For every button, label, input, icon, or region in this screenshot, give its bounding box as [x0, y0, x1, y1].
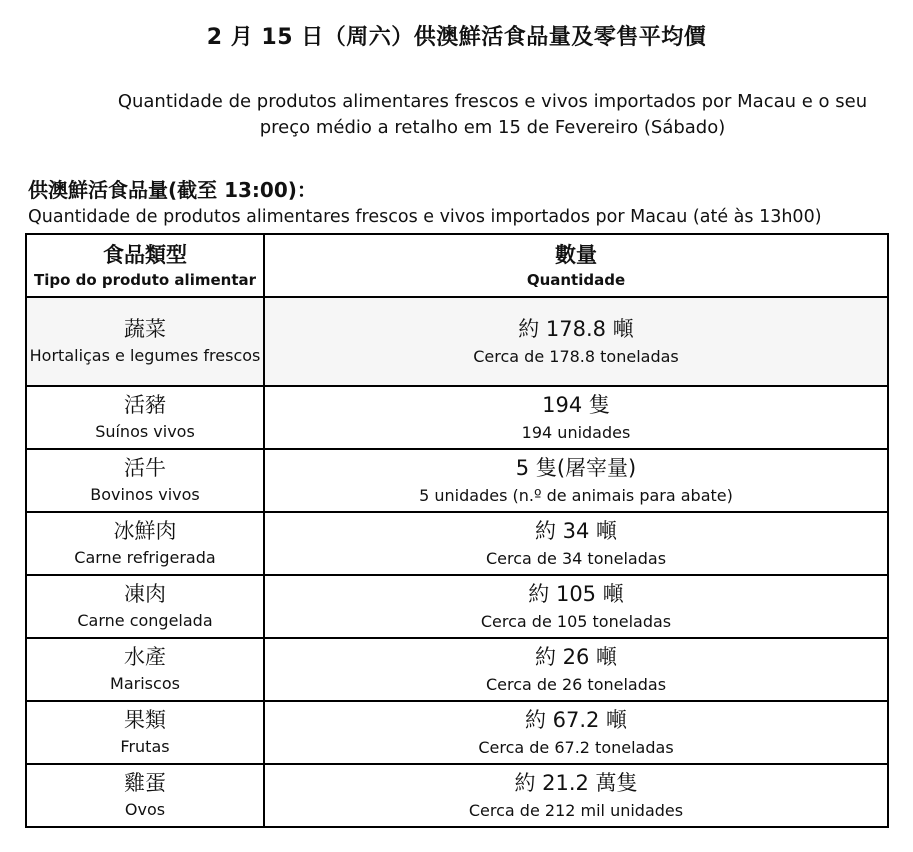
quantity-pt: Cerca de 26 toneladas — [485, 674, 667, 694]
quantity-cell — [264, 297, 888, 386]
quantity-cell — [264, 512, 888, 575]
product-name-zh: 活豬 — [124, 392, 166, 417]
table-row — [26, 297, 888, 386]
product-name-zh: 蔬菜 — [124, 316, 166, 341]
product-name-zh: 活牛 — [124, 455, 166, 480]
column-header-type-pt: Tipo do produto alimentar — [33, 270, 257, 289]
quantity-zh: 194 隻 — [542, 392, 610, 417]
product-name-zh: 水產 — [124, 644, 166, 669]
table-row — [26, 386, 888, 449]
column-header-type-zh: 食品類型 — [103, 242, 187, 267]
table-row — [26, 449, 888, 512]
table-row — [26, 512, 888, 575]
quantity-zh: 約 67.2 噸 — [524, 707, 628, 732]
quantity-pt: Cerca de 67.2 toneladas — [478, 737, 674, 757]
table-row — [26, 638, 888, 701]
column-header-type — [26, 234, 264, 297]
product-cell — [26, 386, 264, 449]
section-title: 供澳鮮活食品量(截至 13:00)： — [28, 178, 317, 202]
quantity-cell — [264, 575, 888, 638]
table-row — [26, 701, 888, 764]
quantity-pt: Cerca de 178.8 toneladas — [473, 346, 679, 366]
product-name-pt: Bovinos vivos — [90, 484, 200, 504]
product-name-zh: 果類 — [124, 707, 166, 732]
quantity-pt: Cerca de 212 mil unidades — [468, 800, 684, 820]
product-cell — [26, 575, 264, 638]
product-name-zh: 冰鮮肉 — [113, 518, 177, 543]
product-name-pt: Ovos — [124, 799, 166, 819]
food-quantity-table — [25, 233, 889, 828]
product-name-zh: 雞蛋 — [124, 770, 166, 795]
quantity-zh: 約 26 噸 — [534, 644, 618, 669]
page-title: 2 月 15 日（周六）供澳鮮活食品量及零售平均價 — [206, 25, 707, 50]
product-name-pt: Mariscos — [110, 673, 180, 693]
quantity-pt: 5 unidades (n.º de animais para abate) — [419, 485, 733, 505]
quantity-cell — [264, 764, 888, 827]
table-row — [26, 764, 888, 827]
quantity-pt: Cerca de 34 toneladas — [485, 548, 667, 568]
quantity-zh: 5 隻(屠宰量) — [515, 455, 637, 480]
quantity-pt: Cerca de 105 toneladas — [480, 611, 672, 631]
product-cell — [26, 701, 264, 764]
table-row — [26, 575, 888, 638]
page-subtitle: Quantidade de produtos alimentares frescos e vivos importados por Macau e o seu preço médio a retalho em 15 de Fevereiro (Sábado) — [117, 91, 868, 138]
quantity-zh: 約 105 噸 — [528, 581, 624, 606]
product-name-zh: 凍肉 — [124, 581, 166, 606]
column-header-quantity-pt: Quantidade — [526, 270, 626, 289]
product-cell — [26, 764, 264, 827]
column-header-quantity-zh: 數量 — [555, 242, 597, 267]
quantity-zh: 約 21.2 萬隻 — [514, 770, 638, 795]
product-name-pt: Suínos vivos — [95, 421, 195, 441]
section-subtitle: Quantidade de produtos alimentares frescos e vivos importados por Macau (até às 13h00) — [28, 207, 822, 227]
product-name-pt: Carne refrigerada — [74, 547, 216, 567]
product-name-pt: Carne congelada — [77, 610, 213, 630]
product-cell — [26, 449, 264, 512]
product-cell — [26, 638, 264, 701]
column-header-quantity — [264, 234, 888, 297]
product-name-pt: Frutas — [120, 736, 170, 756]
product-name-pt: Hortaliças e legumes frescos — [29, 345, 261, 365]
quantity-zh: 約 178.8 噸 — [518, 316, 634, 341]
quantity-cell — [264, 386, 888, 449]
quantity-cell — [264, 449, 888, 512]
table-header-row — [26, 234, 888, 297]
quantity-cell — [264, 638, 888, 701]
quantity-cell — [264, 701, 888, 764]
product-cell — [26, 512, 264, 575]
quantity-pt: 194 unidades — [521, 422, 631, 442]
product-cell — [26, 297, 264, 386]
quantity-zh: 約 34 噸 — [534, 518, 618, 543]
